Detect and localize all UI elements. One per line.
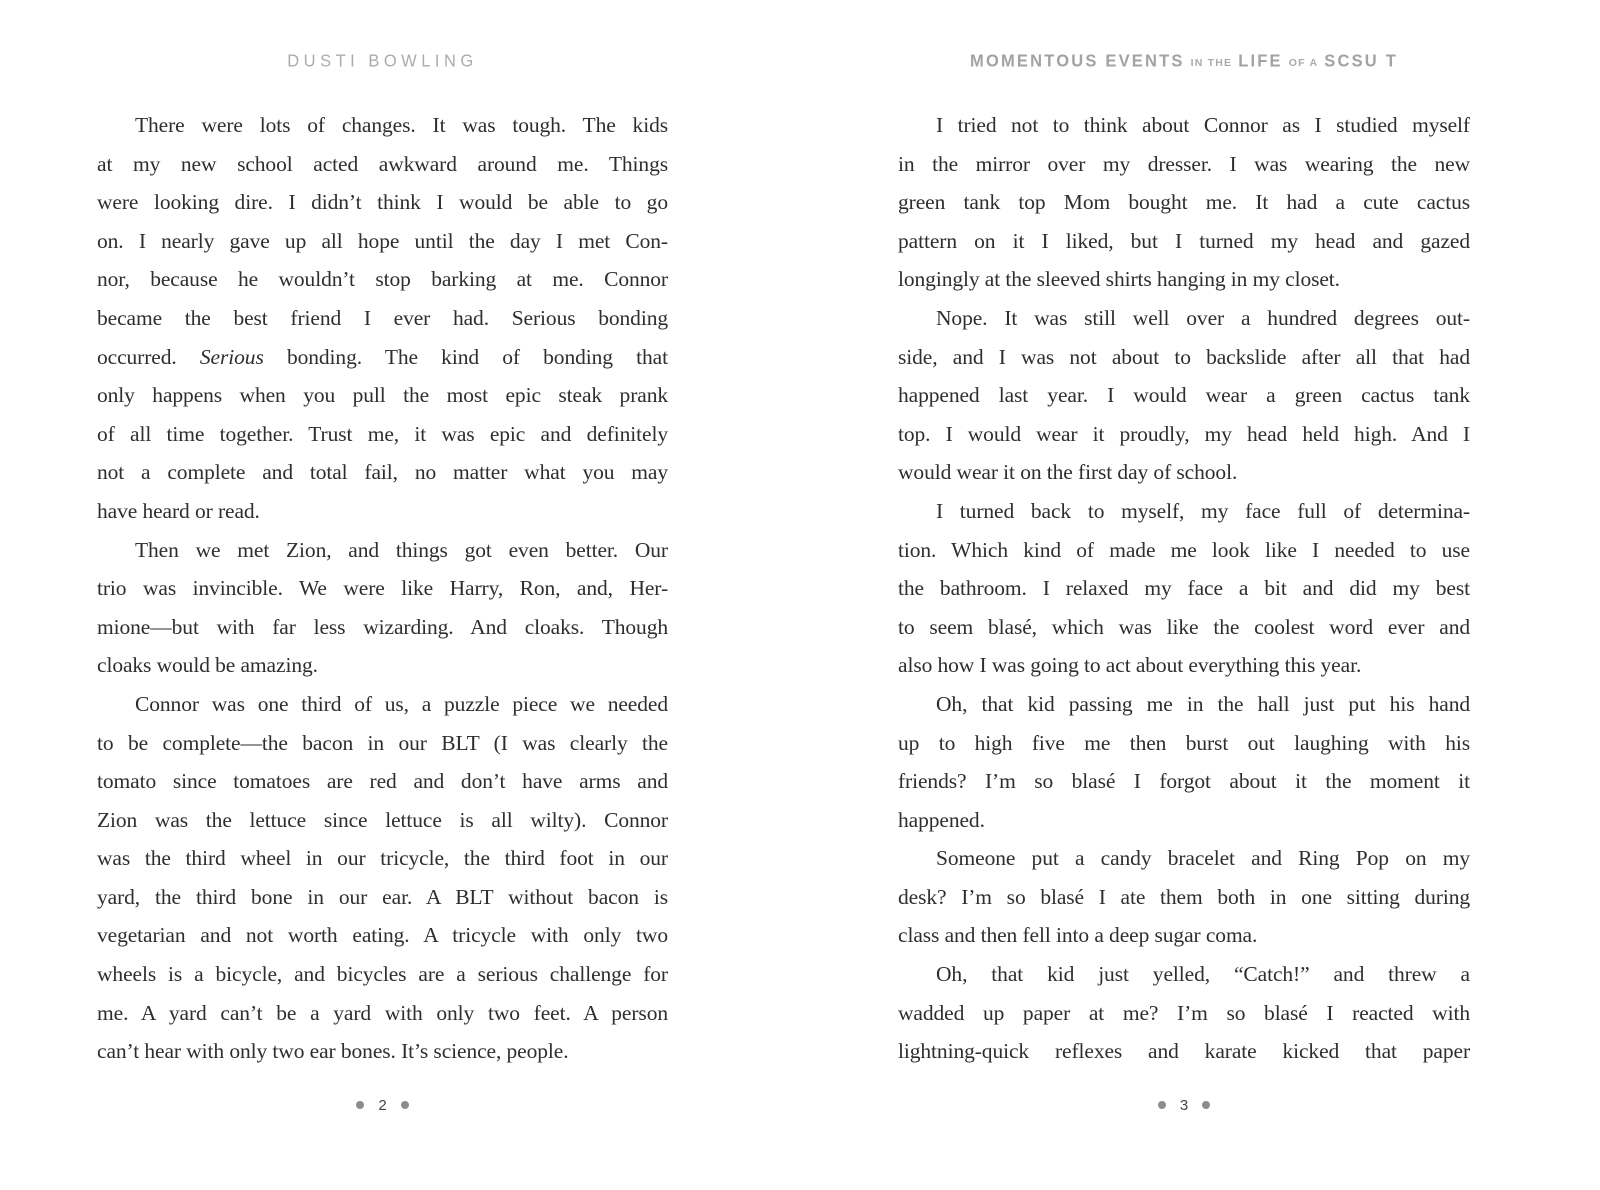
page-number: 3 bbox=[1179, 1096, 1189, 1114]
header-segment: IN THE bbox=[1190, 57, 1233, 69]
text-line: top. I would wear it proudly, my head held high. And I bbox=[898, 421, 1470, 446]
text-line: Oh, that kid passing me in the hall just put his hand bbox=[936, 691, 1470, 716]
text-line: yard, the third bone in our ear. A BLT without bacon is bbox=[97, 884, 668, 909]
text-line: were looking dire. I didn’t think I would be able to go bbox=[97, 190, 668, 215]
header-segment: MOMENTOUS EVENTS bbox=[970, 51, 1185, 71]
text-line: only happens when you pull the most epic steak prank bbox=[97, 383, 668, 408]
text-line: wheels is a bicycle, and bicycles are a serious challenge for bbox=[97, 962, 668, 987]
text-line: trio was invincible. We were like Harry, Ron, and, Her- bbox=[97, 576, 668, 601]
text-line: occurred. Serious bonding. The kind of bonding that bbox=[97, 344, 668, 369]
footer-dot-icon bbox=[401, 1101, 409, 1109]
text-line: also how I was going to act about everything this year. bbox=[898, 653, 1362, 678]
text-line: was the third wheel in our tricycle, the third foot in our bbox=[97, 846, 668, 871]
header-segment: SCSU T bbox=[1324, 51, 1398, 71]
text-line: nor, because he wouldn’t stop barking at me. Connor bbox=[97, 267, 668, 292]
running-header-title bbox=[898, 50, 1470, 74]
page-right bbox=[800, 0, 1600, 1190]
text-line: Zion was the lettuce since lettuce is all wilty). Connor bbox=[97, 807, 668, 832]
text-line: happened. bbox=[898, 807, 985, 832]
header-segment: DUSTI BOWLING bbox=[287, 51, 478, 71]
text-line: I turned back to myself, my face full of determina- bbox=[936, 498, 1470, 523]
header-segment: LIFE bbox=[1238, 51, 1283, 71]
text-line: Nope. It was still well over a hundred degrees out- bbox=[936, 305, 1470, 330]
text-line: There were lots of changes. It was tough. The kids bbox=[135, 113, 668, 137]
text-line: I tried not to think about Connor as I studied myself bbox=[936, 113, 1470, 137]
text-line: class and then fell into a deep sugar coma. bbox=[898, 923, 1258, 948]
page-number: 2 bbox=[378, 1096, 387, 1114]
text-line: longingly at the sleeved shirts hanging in my closet. bbox=[898, 267, 1340, 292]
text-line: happened last year. I would wear a green cactus tank bbox=[898, 383, 1470, 408]
text-line: to seem blasé, which was like the coolest word ever and bbox=[898, 614, 1470, 639]
text-line: Then we met Zion, and things got even better. Our bbox=[135, 537, 668, 562]
text-line: mione—but with far less wizarding. And cloaks. Though bbox=[97, 614, 668, 639]
text-line: side, and I was not about to backslide after all that had bbox=[898, 344, 1470, 369]
text-line: of all time together. Trust me, it was epic and definitely bbox=[97, 421, 668, 446]
footer-dot-icon bbox=[1158, 1101, 1166, 1109]
text-line: up to high five me then burst out laughing with his bbox=[898, 730, 1470, 755]
text-line: in the mirror over my dresser. I was wearing the new bbox=[898, 151, 1470, 176]
text-line: Connor was one third of us, a puzzle piece we needed bbox=[135, 691, 668, 716]
page-number-footer bbox=[97, 1093, 668, 1117]
text-line: lightning-quick reflexes and karate kicked that paper bbox=[898, 1039, 1470, 1064]
text-line: friends? I’m so blasé I forgot about it the moment it bbox=[898, 769, 1470, 794]
text-line: wadded up paper at me? I’m so blasé I reacted with bbox=[898, 1000, 1470, 1025]
text-line: not a complete and total fail, no matter what you may bbox=[97, 460, 668, 485]
text-line: at my new school acted awkward around me. Things bbox=[97, 151, 668, 176]
text-line: to be complete—the bacon in our BLT (I was clearly the bbox=[97, 730, 668, 755]
text-line: Someone put a candy bracelet and Ring Pop on my bbox=[936, 846, 1470, 871]
footer-dot-icon bbox=[1202, 1101, 1210, 1109]
text-line: green tank top Mom bought me. It had a cute cactus bbox=[898, 190, 1470, 215]
header-segment: OF A bbox=[1288, 57, 1319, 69]
text-line: vegetarian and not worth eating. A tricycle with only two bbox=[97, 923, 668, 948]
text-line: the bathroom. I relaxed my face a bit and did my best bbox=[898, 576, 1470, 601]
footer-dot-icon bbox=[356, 1101, 364, 1109]
text-line: can’t hear with only two ear bones. It’s science, people. bbox=[97, 1039, 569, 1064]
text-line: pattern on it I liked, but I turned my head and gazed bbox=[898, 228, 1470, 253]
page-number-footer bbox=[898, 1093, 1470, 1117]
text-line: on. I nearly gave up all hope until the day I met Con- bbox=[97, 228, 668, 253]
text-line: tomato since tomatoes are red and don’t have arms and bbox=[97, 769, 668, 794]
text-line: would wear it on the first day of school. bbox=[898, 460, 1238, 485]
running-header-author bbox=[97, 50, 668, 73]
text-line: Oh, that kid just yelled, “Catch!” and threw a bbox=[936, 962, 1470, 987]
text-line: cloaks would be amazing. bbox=[97, 653, 318, 678]
text-line: tion. Which kind of made me look like I needed to use bbox=[898, 537, 1470, 562]
text-line: became the best friend I ever had. Serious bonding bbox=[97, 305, 668, 330]
page-body-text bbox=[97, 106, 668, 1071]
page-body-text bbox=[898, 106, 1470, 1071]
text-line: have heard or read. bbox=[97, 498, 260, 523]
text-line: me. A yard can’t be a yard with only two feet. A person bbox=[97, 1000, 668, 1025]
text-line: desk? I’m so blasé I ate them both in one sitting during bbox=[898, 884, 1470, 909]
